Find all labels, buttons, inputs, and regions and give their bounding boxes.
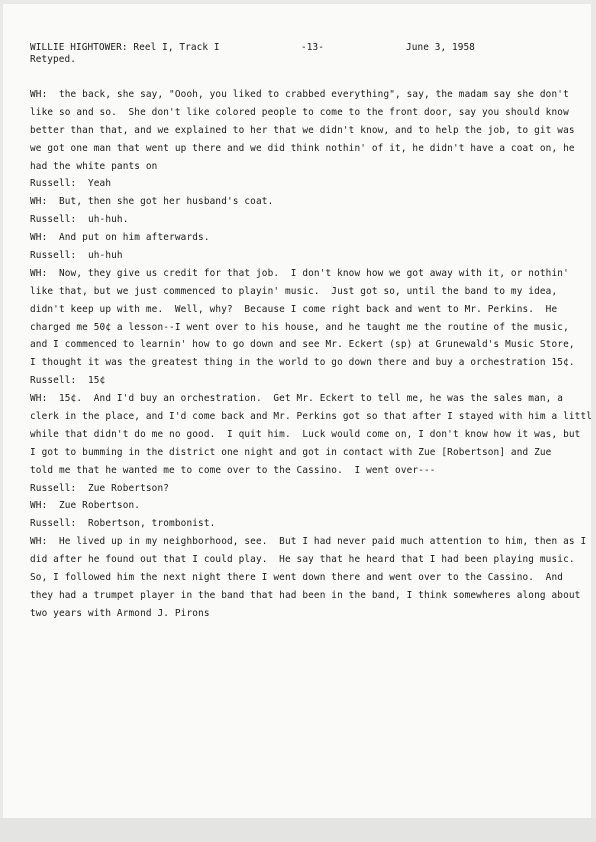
transcript-line: I thought it was the greatest thing in the world to go down there and buy a orchestration 15¢. <box>30 357 575 369</box>
transcript-line: didn't keep up with me. Well, why? Because I come right back and went to Mr. Perkins. He <box>30 303 558 315</box>
transcript-line: and I commenced to learnin' how to go down and see Mr. Eckert (sp) at Grunewald's Music Store, <box>30 339 575 351</box>
transcript-line: charged me 50¢ a lesson--I went over to his house, and he taught me the routine of the music, <box>30 321 569 333</box>
scan-bottom-edge <box>0 818 596 842</box>
transcript-line: two years with Armond J. Pirons <box>30 607 210 619</box>
transcript-line: while that didn't do me no good. I quit him. Luck would come on, I don't know how it was, but <box>30 428 581 440</box>
header-subtitle: Retyped. <box>30 54 76 65</box>
transcript-line: like so and so. She don't like colored people to come to the front door, say you should know <box>30 106 569 118</box>
transcript-line: WH: And put on him afterwards. <box>30 232 210 244</box>
transcript-body <box>30 86 593 623</box>
page-number: -13- <box>301 42 324 53</box>
transcript-line: So, I followed him the next night there I went down there and went over to the Cassino. And <box>30 572 564 584</box>
transcript-line: I got to bumming in the district one night and got in contact with Zue [Robertson] and Zue <box>30 446 552 458</box>
transcript-line: Russell: uh-huh. <box>30 214 129 226</box>
transcript-line: better than that, and we explained to her that we didn't know, and to help the job, to git was <box>30 124 575 136</box>
transcript-line: Russell: Zue Robertson? <box>30 482 170 494</box>
header-title: WILLIE HIGHTOWER: Reel I, Track I <box>30 42 220 53</box>
transcript-line: WH: Zue Robertson. <box>30 500 141 512</box>
transcript-line: Russell: Robertson, trombonist. <box>30 518 216 530</box>
transcript-line: WH: 15¢. And I'd buy an orchestration. Get Mr. Eckert to tell me, he was the sales man, a <box>30 393 564 405</box>
transcript-line: did after he found out that I could play. He say that he heard that I had been playing music. <box>30 554 575 566</box>
transcript-line: WH: the back, she say, "Oooh, you liked to crabbed everything", say, the madam say she don't <box>30 89 569 100</box>
transcript-line: WH: But, then she got her husband's coat. <box>30 196 274 208</box>
transcript-line: Russell: uh-huh <box>30 250 123 262</box>
transcript-line: clerk in the place, and I'd come back and Mr. Perkins got so that after I stayed with him a littl <box>30 411 593 423</box>
transcript-line: they had a trumpet player in the band that had been in the band, I think somewheres along about <box>30 589 581 601</box>
transcript-line: Russell: 15¢ <box>30 375 106 387</box>
transcript-page <box>3 4 591 834</box>
transcript-line: told me that he wanted me to come over to the Cassino. I went over--- <box>30 464 436 476</box>
transcript-line: like that, but we just commenced to playin' music. Just got so, until the band to my idea, <box>30 285 558 297</box>
transcript-line: we got one man that went up there and we did think nothin' of it, he didn't have a coat on, he <box>30 142 575 154</box>
transcript-line: WH: Now, they give us credit for that job. I don't know how we got away with it, or nothin' <box>30 267 569 279</box>
transcript-line: Russell: Yeah <box>30 178 112 190</box>
header-date: June 3, 1958 <box>406 42 475 53</box>
transcript-line: had the white pants on <box>30 160 158 172</box>
transcript-line: WH: He lived up in my neighborhood, see. But I had never paid much attention to him, then as I <box>30 536 587 548</box>
